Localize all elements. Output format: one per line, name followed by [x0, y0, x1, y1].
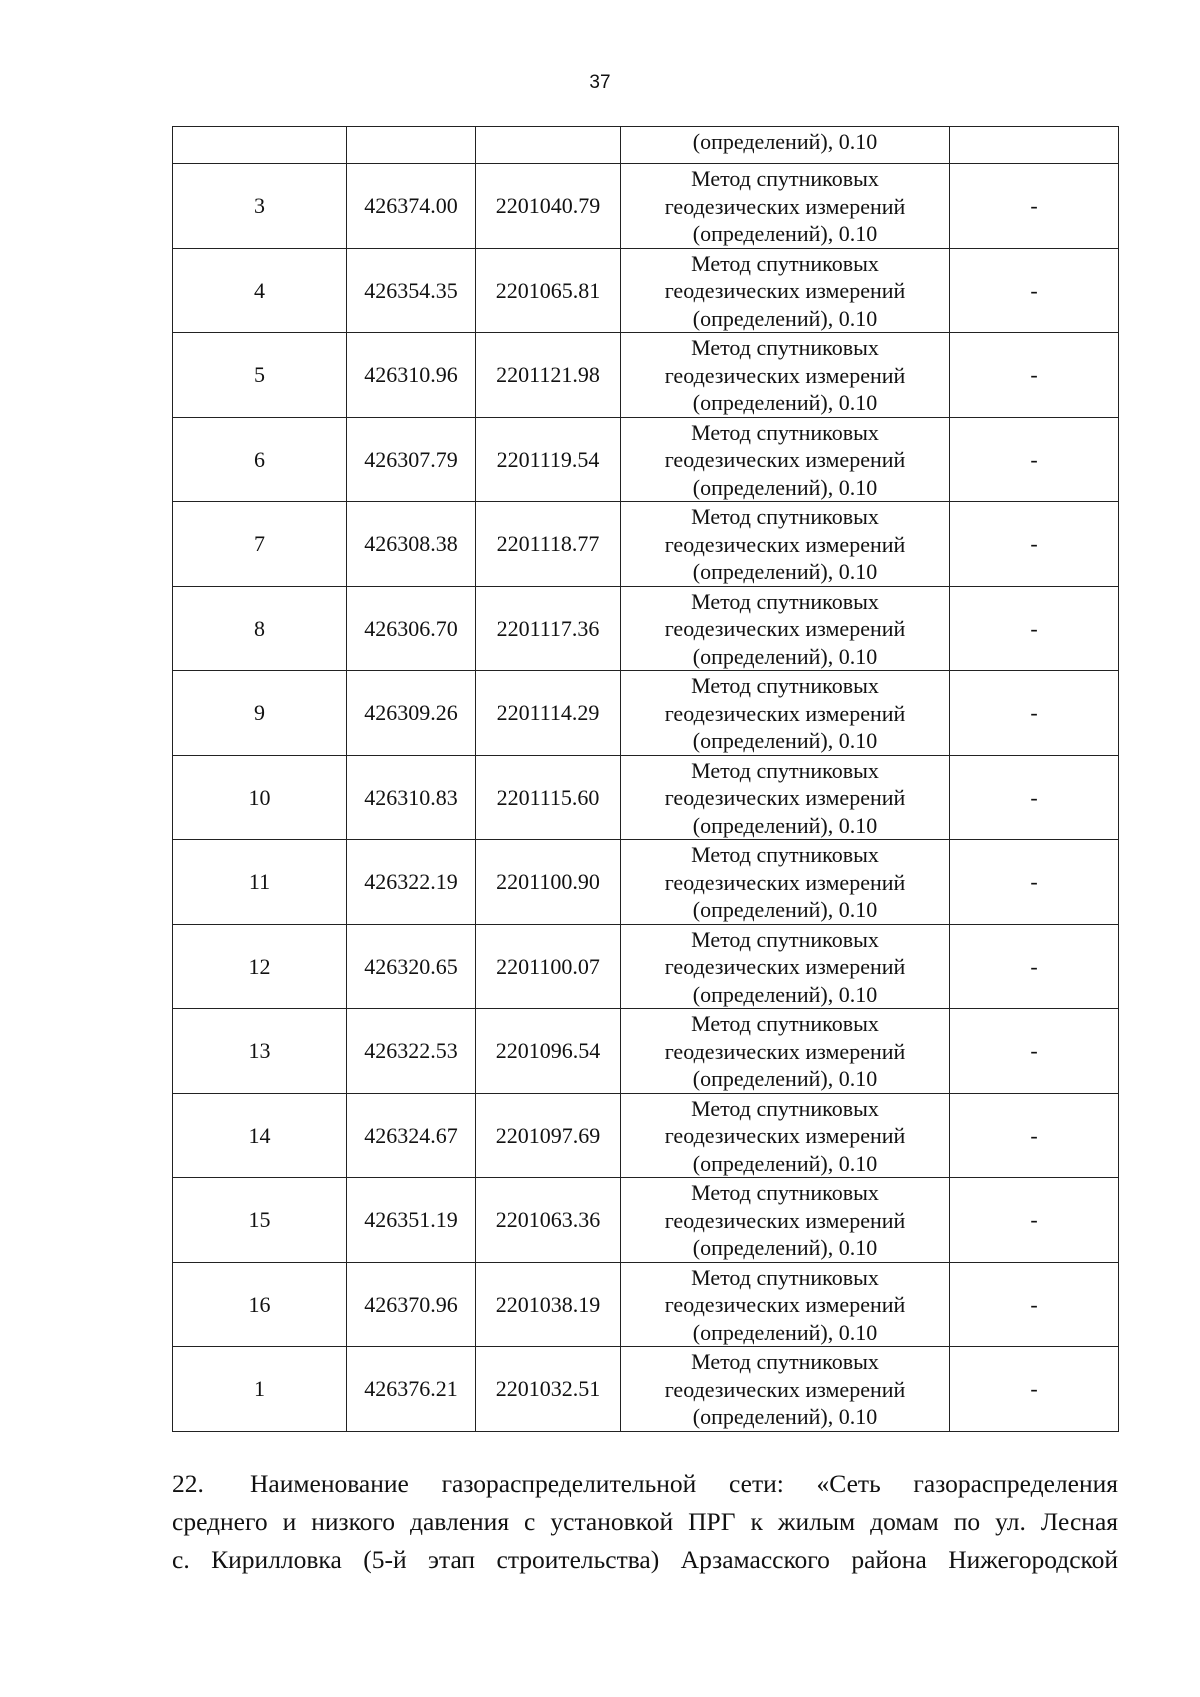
method-line: Метод спутниковых	[691, 842, 879, 867]
table-row	[173, 924, 1119, 1009]
method-line: (определений), 0.10	[692, 728, 878, 753]
table-row-continued	[173, 127, 1119, 164]
point-cell: 8	[173, 586, 347, 671]
method-line: (определений), 0.10	[692, 643, 878, 669]
y-coordinate-cell: 2201114.29	[476, 671, 621, 756]
y-coordinate-cell: 2201100.90	[476, 840, 621, 925]
table-row	[173, 671, 1119, 756]
section-paragraph	[172, 1465, 1118, 1579]
table-row	[173, 840, 1119, 925]
note-cell: -	[950, 840, 1119, 925]
method-line: геодезических измерений	[664, 1376, 906, 1402]
method-line: Метод спутниковых	[691, 250, 879, 276]
method-line: Метод спутниковых	[691, 1264, 879, 1290]
method-cell	[621, 840, 950, 925]
page-number: 37	[589, 72, 611, 93]
point-cell: 11	[173, 840, 347, 925]
table-row	[173, 417, 1119, 502]
method-line: (определений), 0.10	[692, 1235, 878, 1260]
method-line: Метод спутниковых	[691, 1349, 879, 1374]
x-coordinate-cell: 426374.00	[347, 164, 476, 249]
table-row	[173, 1093, 1119, 1178]
table-row	[173, 164, 1119, 249]
table-row	[173, 248, 1119, 333]
y-coordinate-cell: 2201063.36	[476, 1178, 621, 1263]
method-line: геодезических измерений	[664, 362, 906, 388]
method-line: (определений), 0.10	[692, 305, 878, 331]
x-coordinate-cell: 426308.38	[347, 502, 476, 587]
y-coordinate-cell: 2201040.79	[476, 164, 621, 249]
table-row	[173, 755, 1119, 840]
y-coordinate-cell: 2201119.54	[476, 417, 621, 502]
method-cell	[621, 671, 950, 756]
table-row	[173, 586, 1119, 671]
y-coordinate-cell: 2201032.51	[476, 1347, 621, 1432]
y-coordinate-cell: 2201065.81	[476, 248, 621, 333]
x-coordinate-cell: 426354.35	[347, 248, 476, 333]
point-cell: 14	[173, 1093, 347, 1178]
method-line: геодезических измерений	[664, 700, 906, 726]
table-row	[173, 1347, 1119, 1432]
method-line: геодезических измерений	[664, 1123, 906, 1148]
method-line: (определений), 0.10	[692, 559, 878, 584]
x-coordinate-cell: 426376.21	[347, 1347, 476, 1432]
method-line: (определений), 0.10	[692, 474, 878, 500]
x-coordinate-cell: 426351.19	[347, 1178, 476, 1263]
method-cell: (определений), 0.10	[621, 127, 950, 164]
x-coordinate-cell: 426310.96	[347, 333, 476, 418]
y-coordinate-cell: 2201118.77	[476, 502, 621, 587]
method-line: Метод спутниковых	[691, 926, 879, 952]
paragraph-text-1: Наименование газораспределительной сети: «Сеть газораспределения	[250, 1469, 1118, 1498]
point-cell: 13	[173, 1009, 347, 1094]
y-coordinate-cell: 2201038.19	[476, 1262, 621, 1347]
x-coordinate-cell: 426322.53	[347, 1009, 476, 1094]
method-cell	[621, 502, 950, 587]
y-coordinate-cell: 2201097.69	[476, 1093, 621, 1178]
method-line: (определений), 0.10	[692, 981, 878, 1007]
x-coordinate-cell: 426324.67	[347, 1093, 476, 1178]
point-cell: 4	[173, 248, 347, 333]
y-coordinate-cell: 2201100.07	[476, 924, 621, 1009]
method-line: геодезических измерений	[664, 954, 906, 979]
point-cell: 3	[173, 164, 347, 249]
point-cell: 10	[173, 755, 347, 840]
note-cell: -	[950, 1093, 1119, 1178]
table-row	[173, 502, 1119, 587]
method-cell	[621, 248, 950, 333]
y-coordinate-cell: 2201121.98	[476, 333, 621, 418]
paragraph-line-3: с. Кирилловка (5-й этап строительства) Арзамасского района Нижегородской	[172, 1545, 1118, 1574]
x-coordinate-cell: 426309.26	[347, 671, 476, 756]
method-line: геодезических измерений	[664, 193, 906, 219]
x-coordinate-cell: 426306.70	[347, 586, 476, 671]
point-cell: 16	[173, 1262, 347, 1347]
method-line: геодезических измерений	[664, 278, 906, 303]
point-cell: 5	[173, 333, 347, 418]
method-line: Метод спутниковых	[691, 419, 879, 445]
method-line: Метод спутниковых	[691, 1011, 879, 1036]
method-line: (определений), 0.10	[692, 1404, 878, 1429]
method-line: (определений), 0.10	[692, 390, 878, 415]
point-cell: 1	[173, 1347, 347, 1432]
note-cell: -	[950, 1009, 1119, 1094]
note-cell: -	[950, 586, 1119, 671]
method-line: геодезических измерений	[664, 1207, 906, 1233]
y-coordinate-cell: 2201117.36	[476, 586, 621, 671]
method-line: (определений), 0.10	[692, 812, 878, 838]
table-row	[173, 1009, 1119, 1094]
y-coordinate-cell: 2201115.60	[476, 755, 621, 840]
note-cell: -	[950, 1178, 1119, 1263]
method-line: (определений), 0.10	[692, 221, 878, 246]
point-cell: 12	[173, 924, 347, 1009]
note-cell	[950, 127, 1119, 164]
y-cell	[476, 127, 621, 164]
method-line: геодезических измерений	[664, 616, 906, 641]
method-line: (определений), 0.10	[692, 1150, 878, 1176]
x-coordinate-cell: 426320.65	[347, 924, 476, 1009]
method-line: (определений), 0.10	[692, 1066, 878, 1091]
method-cell	[621, 586, 950, 671]
note-cell: -	[950, 502, 1119, 587]
note-cell: -	[950, 924, 1119, 1009]
method-cell	[621, 1178, 950, 1263]
method-line: Метод спутниковых	[691, 757, 879, 783]
paragraph-number: 22.	[172, 1469, 204, 1498]
method-line: Метод спутниковых	[691, 588, 879, 614]
method-cell	[621, 1262, 950, 1347]
method-line: (определений), 0.10	[692, 897, 878, 922]
note-cell: -	[950, 671, 1119, 756]
note-cell: -	[950, 755, 1119, 840]
paragraph-line-1	[172, 1465, 1118, 1503]
point-cell: 7	[173, 502, 347, 587]
method-line: Метод спутниковых	[691, 673, 879, 698]
table-row	[173, 1178, 1119, 1263]
note-cell: -	[950, 417, 1119, 502]
method-cell	[621, 755, 950, 840]
coordinates-table	[172, 126, 1119, 1432]
method-line: Метод спутниковых	[691, 1095, 879, 1121]
point-cell: 6	[173, 417, 347, 502]
method-cell	[621, 1009, 950, 1094]
x-coordinate-cell: 426322.19	[347, 840, 476, 925]
table-row	[173, 1262, 1119, 1347]
method-cell	[621, 1093, 950, 1178]
note-cell: -	[950, 164, 1119, 249]
method-cell	[621, 1347, 950, 1432]
method-line: геодезических измерений	[664, 1038, 906, 1064]
method-cell	[621, 333, 950, 418]
point-cell: 15	[173, 1178, 347, 1263]
method-cell	[621, 924, 950, 1009]
y-coordinate-cell: 2201096.54	[476, 1009, 621, 1094]
table-row	[173, 333, 1119, 418]
method-line: Метод спутниковых	[691, 1180, 879, 1205]
method-line: Метод спутниковых	[691, 335, 879, 360]
point-cell: 9	[173, 671, 347, 756]
point-cell	[173, 127, 347, 164]
method-cell	[621, 164, 950, 249]
method-line: геодезических измерений	[664, 531, 906, 557]
method-line: геодезических измерений	[664, 785, 906, 810]
note-cell: -	[950, 248, 1119, 333]
x-cell	[347, 127, 476, 164]
method-line: геодезических измерений	[664, 447, 906, 472]
x-coordinate-cell: 426370.96	[347, 1262, 476, 1347]
x-coordinate-cell: 426307.79	[347, 417, 476, 502]
method-line: геодезических измерений	[664, 869, 906, 895]
method-line: геодезических измерений	[664, 1292, 906, 1317]
method-line: Метод спутниковых	[691, 504, 879, 529]
method-cell	[621, 417, 950, 502]
paragraph-line-2: среднего и низкого давления с установкой ПРГ к жилым домам по ул. Лесная	[172, 1507, 1118, 1536]
method-line: Метод спутниковых	[691, 166, 879, 191]
note-cell: -	[950, 1347, 1119, 1432]
note-cell: -	[950, 1262, 1119, 1347]
method-line: (определений), 0.10	[692, 1319, 878, 1345]
x-coordinate-cell: 426310.83	[347, 755, 476, 840]
note-cell: -	[950, 333, 1119, 418]
